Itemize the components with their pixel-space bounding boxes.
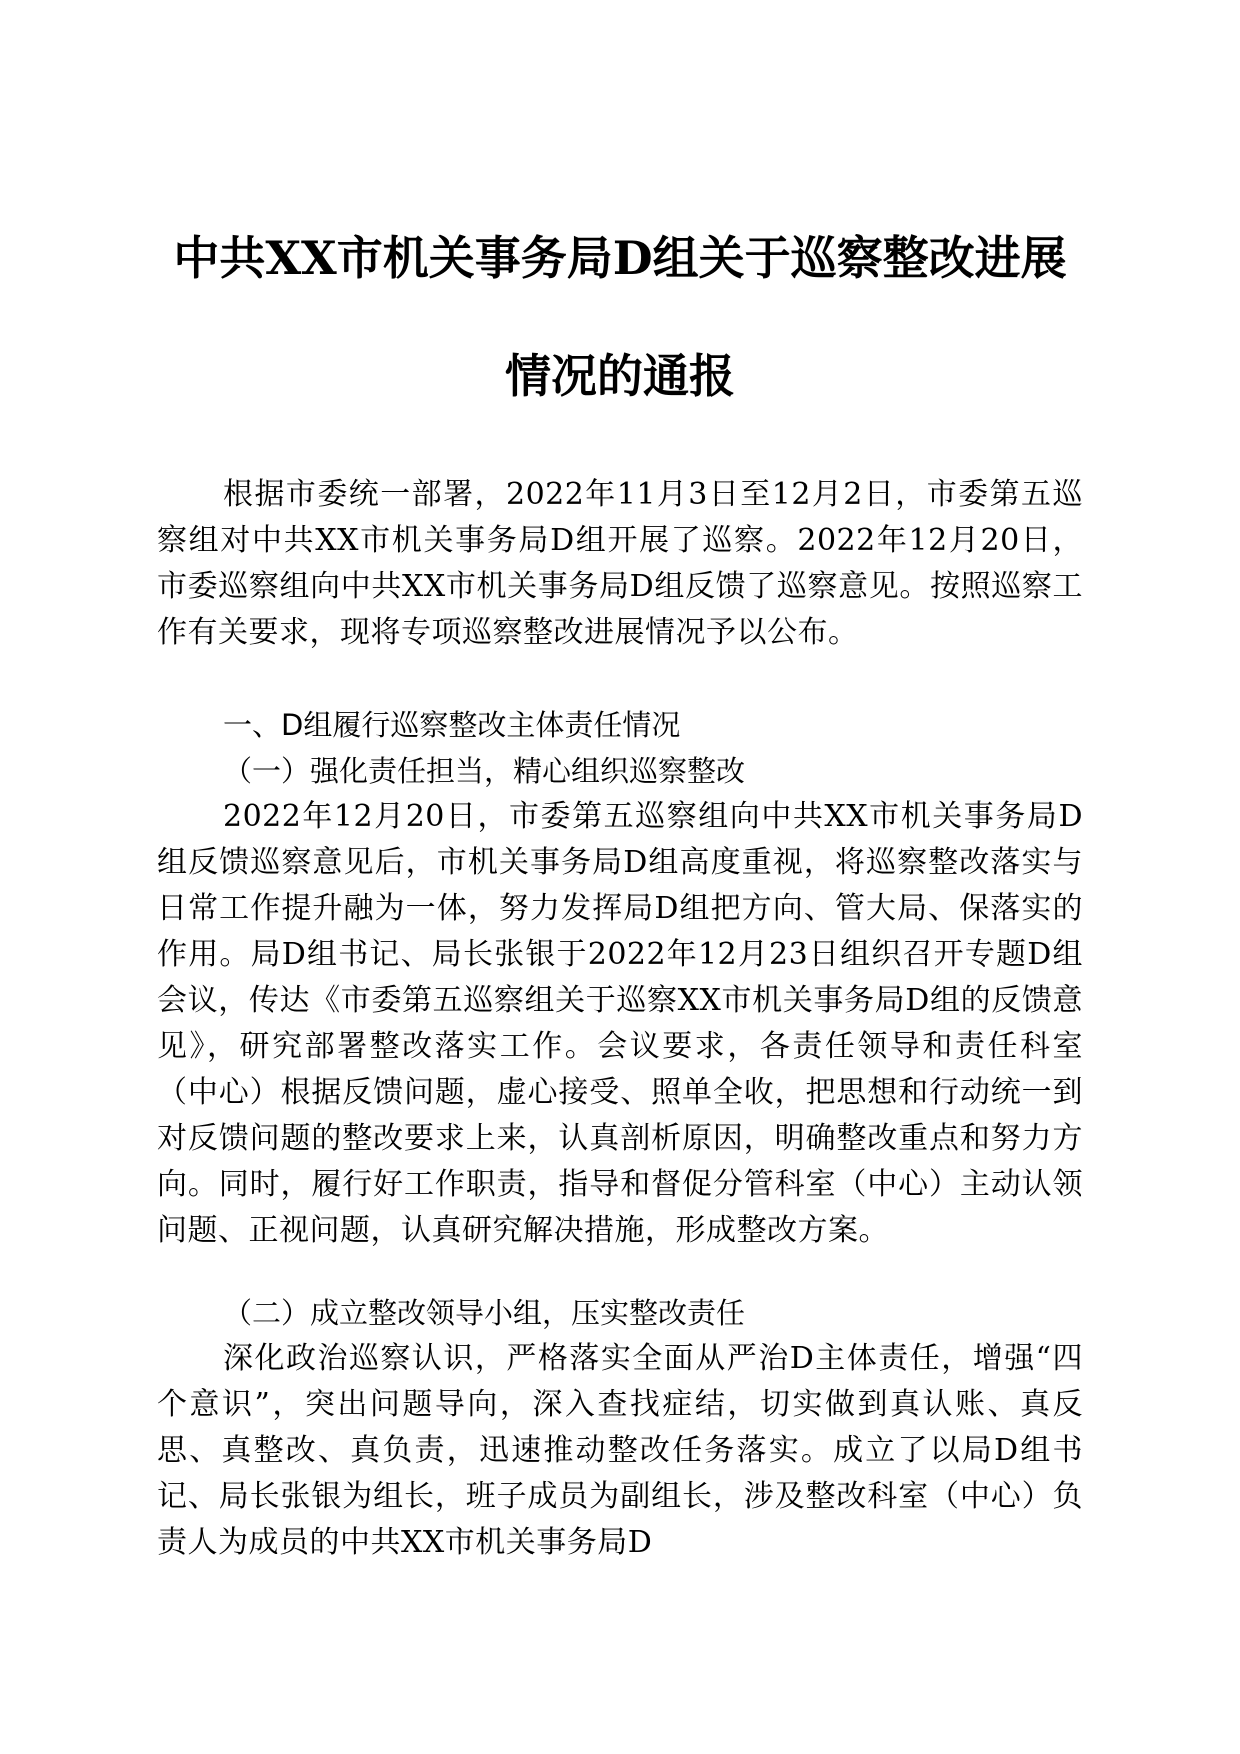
subsection-heading-2: （二）成立整改领导小组，压实整改责任 [223, 1296, 746, 1330]
section-heading-1: 一、D组履行巡察整改主体责任情况 [223, 708, 681, 742]
subsection-heading-1: （一）强化责任担当，精心组织巡察整改 [223, 754, 746, 788]
paragraph-leadership-group: 深化政治巡察认识，严格落实全面从严治D主体责任，增强“四个意识”，突出问题导向，深入查找症结，切实做到真认账、真反思、真整改、真负责，迅速推动整改任务落实。成立了以局D组书记、局长张银为组长，班子成员为副组长，涉及整改科室（中心）负责人为成员的中共XX市机关事务局D [157, 1341, 1083, 1560]
paragraph-responsibility: 2022年12月20日，市委第五巡察组向中共XX市机关事务局D组反馈巡察意见后，市机关事务局D组高度重视，将巡察整改落实与日常工作提升融为一体，努力发挥局D组把方向、管大局、保落实的作用。局D组书记、局长张银于2022年12月23日组织召开专题D组会议，传达《市委第五巡察组关于巡察XX市机关事务局D组的反馈意见》，研究部署整改落实工作。会议要求，各责任领导和责任科室（中心）根据反馈问题，虚心接受、照单全收，把思想和行动统一到对反馈问题的整改要求上来，认真剖析原因，明确整改重点和努力方向。同时，履行好工作职责，指导和督促分管科室（中心）主动认领问题、正视问题，认真研究解决措施，形成整改方案。 [157, 799, 1083, 1248]
document-title-line-1: 中共XX市机关事务局D组关于巡察整改进展 [173, 231, 1067, 285]
paragraph-intro: 根据市委统一部署，2022年11月3日至12月2日，市委第五巡察组对中共XX市机关事务局D组开展了巡察。2022年12月20日，市委巡察组向中共XX市机关事务局D组反馈了巡察意见。按照巡察工作有关要求，现将专项巡察整改进展情况予以公布。 [157, 477, 1083, 650]
document-title-line-2: 情况的通报 [505, 349, 735, 403]
